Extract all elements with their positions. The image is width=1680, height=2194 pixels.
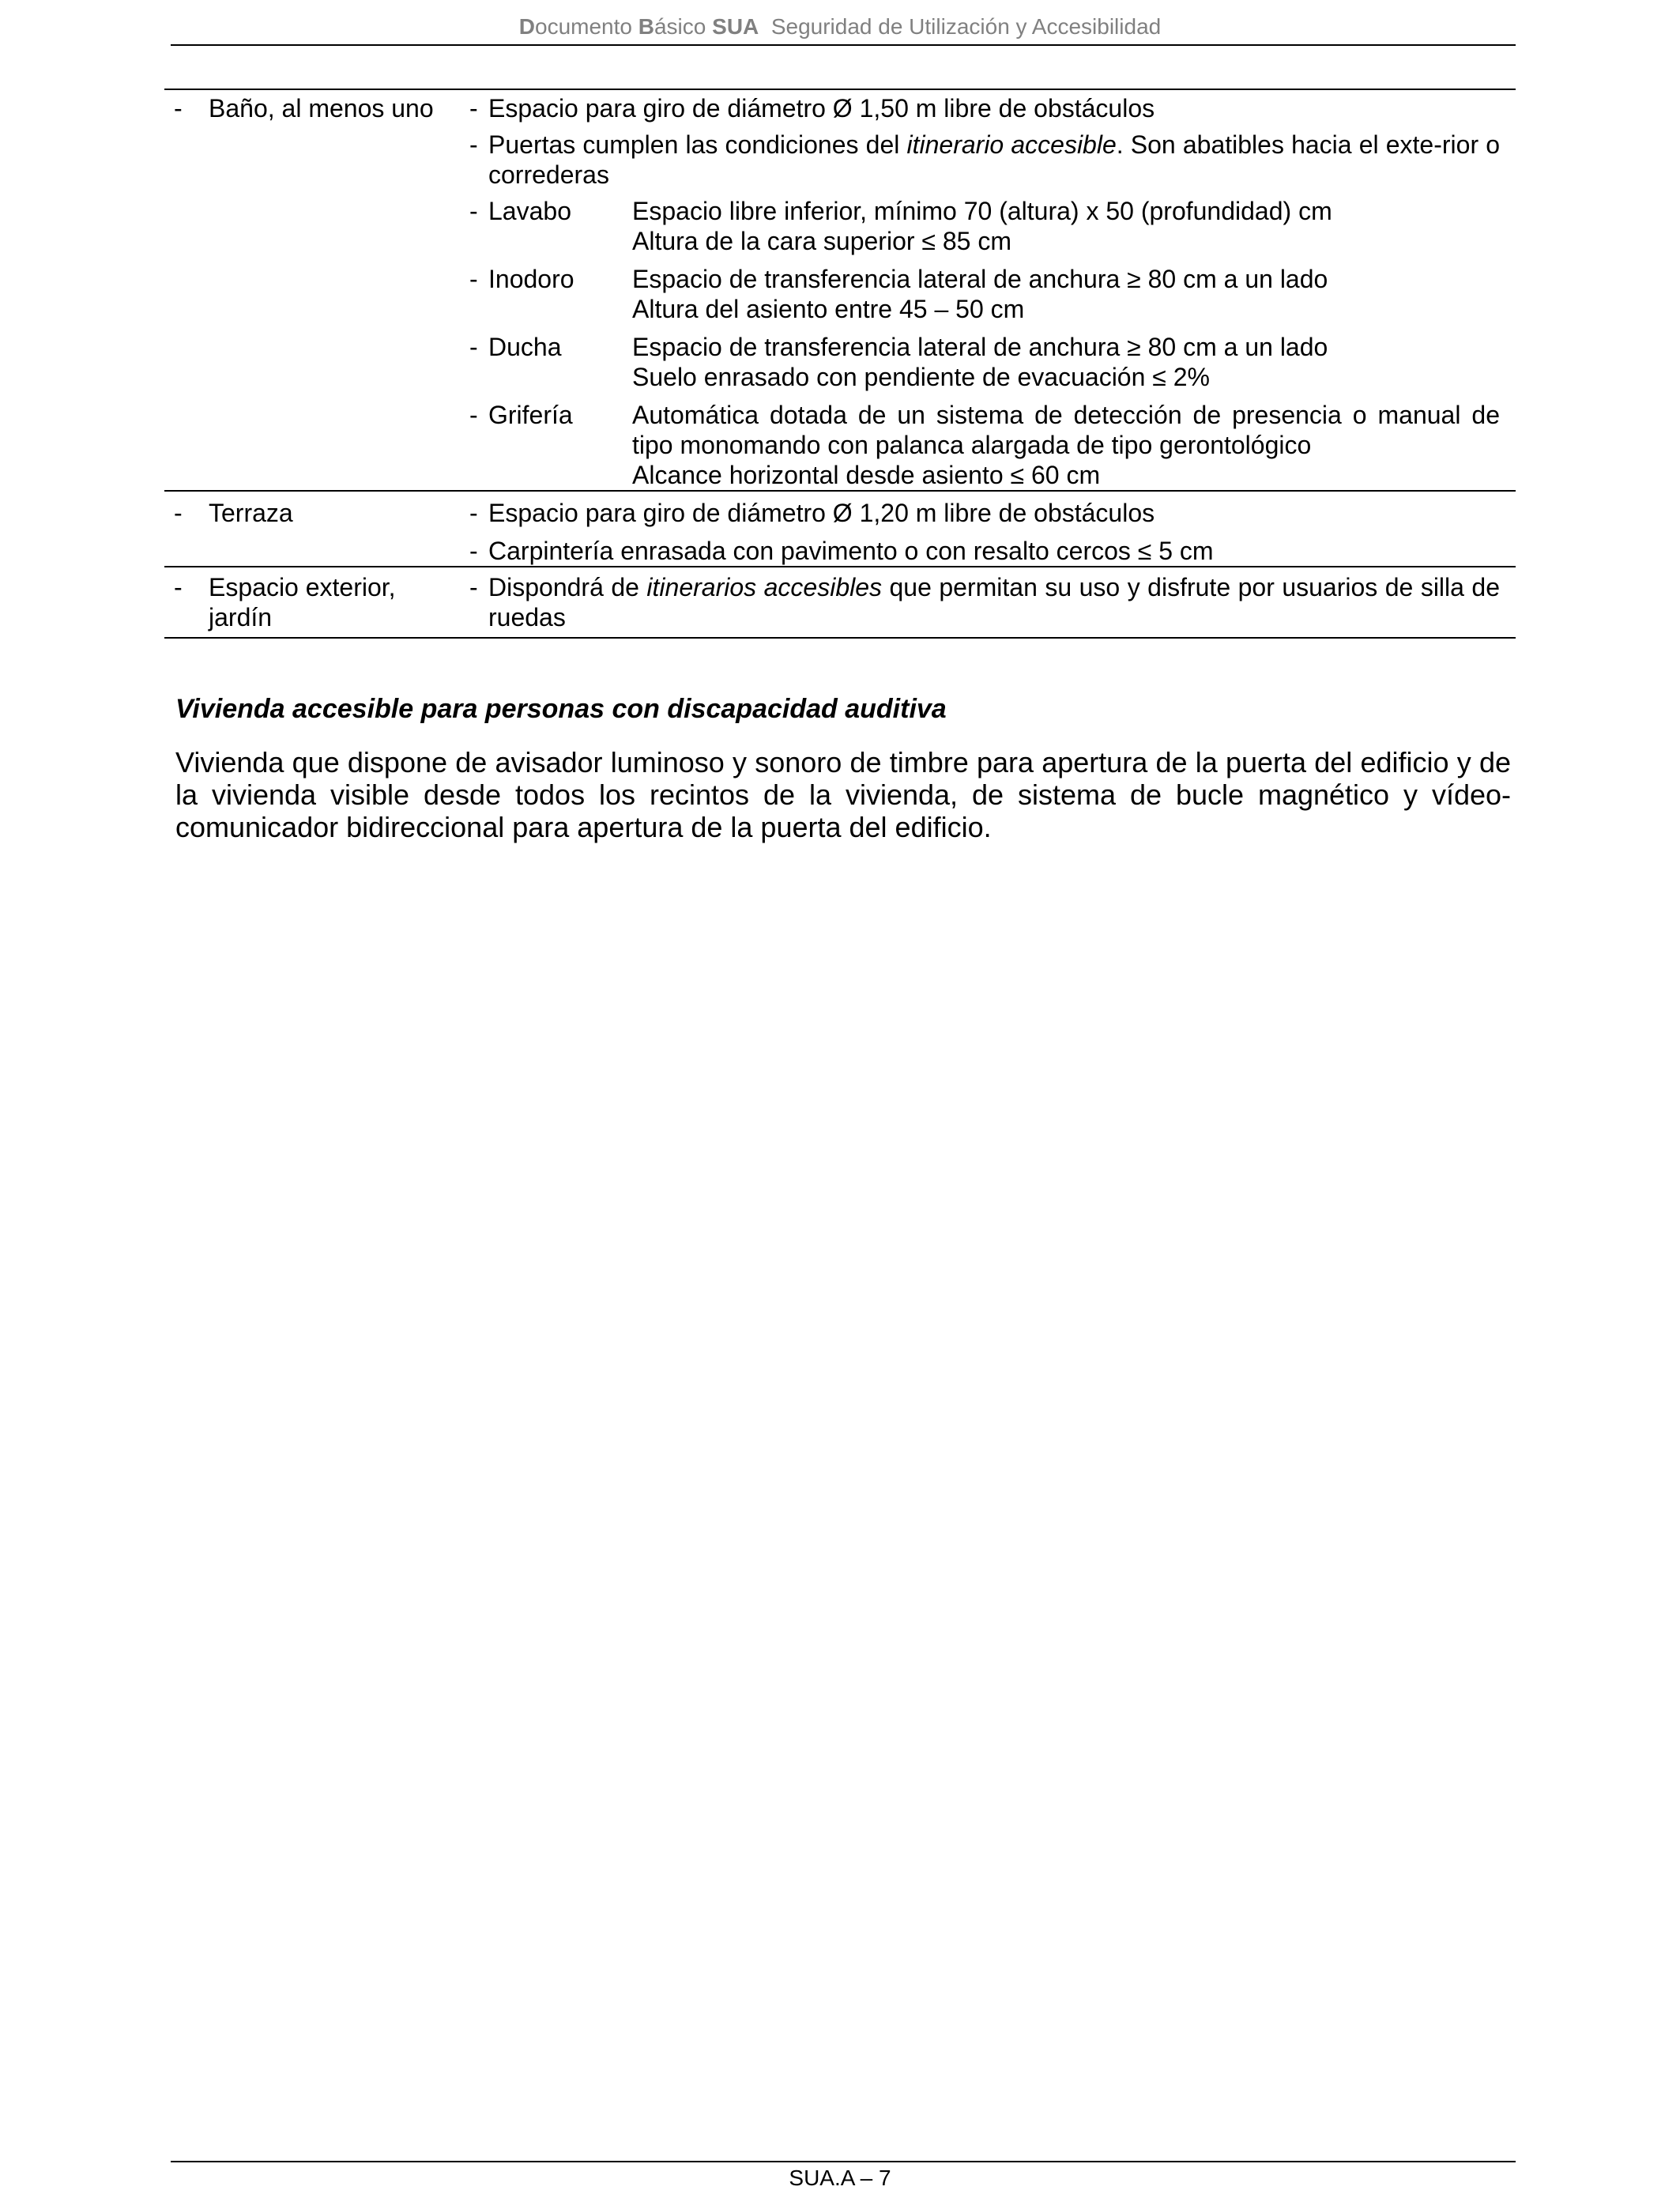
bullet-dash: - (469, 265, 478, 293)
bullet-dash: - (469, 537, 478, 565)
row-dash: - (174, 499, 183, 527)
bullet-dash: - (469, 401, 478, 429)
text-run: . Son abatibles hacia el exte-rior o correderas (488, 130, 1501, 189)
bullet-dash: - (469, 94, 478, 123)
table-row-espacio-exterior (164, 567, 1516, 639)
fixture-item (469, 196, 1500, 256)
fixture-label: Inodoro (488, 265, 574, 293)
requirement-item (469, 498, 1500, 528)
fixture-item (469, 400, 1500, 490)
bullet-dash: - (469, 197, 478, 225)
page-number: SUA.A – 7 (789, 2166, 891, 2190)
header-text: Seguridad de Utilización y Accesibilidad (759, 14, 1162, 39)
text-run: que permitan su uso y disfrute por usuarios de silla de ruedas (488, 573, 1501, 631)
requirements-cell (469, 572, 1516, 632)
requirement-text: Carpintería enrasada con pavimento o con resalto cercos ≤ 5 cm (488, 537, 1214, 565)
requirement-text (488, 130, 1500, 190)
fixture-item (469, 264, 1500, 324)
requirement-text: Espacio para giro de diámetro Ø 1,20 m libre de obstáculos (488, 499, 1155, 527)
fixture-body (632, 400, 1500, 490)
fixture-line (488, 264, 1500, 324)
italic-term: itinerario accesible (906, 130, 1117, 159)
fixture-line-2: Alcance horizontal desde asiento ≤ 60 cm (632, 461, 1101, 489)
fixture-body (632, 196, 1500, 256)
table-row-bano (164, 89, 1516, 492)
fixture-line-2: Suelo enrasado con pendiente de evacuación ≤ 2% (632, 363, 1210, 391)
bullet-dash: - (469, 499, 478, 527)
text-run: Puertas cumplen las condiciones del (488, 130, 907, 159)
requirement-item (469, 130, 1500, 190)
fixture-line-2: Altura del asiento entre 45 – 50 cm (632, 295, 1025, 323)
fixture-item (469, 332, 1500, 392)
requirements-cell (469, 498, 1516, 566)
bullet-dash: - (469, 130, 478, 159)
requirement-text (488, 572, 1500, 632)
fixture-line (488, 332, 1500, 392)
header-text: SUA (712, 14, 759, 39)
running-header (0, 14, 1680, 40)
space-name: Espacio exterior, jardín (209, 573, 396, 631)
row-dash: - (174, 94, 183, 123)
requirement-item (469, 536, 1500, 566)
row-dash: - (174, 573, 183, 601)
requirement-item (469, 572, 1500, 632)
fixture-label: Lavabo (488, 197, 571, 225)
header-text: ocumento (535, 14, 638, 39)
footer-rule (171, 2161, 1516, 2162)
fixture-body (632, 332, 1500, 392)
section-heading: Vivienda accesible para personas con discapacidad auditiva (175, 694, 947, 724)
fixture-label: Grifería (488, 401, 573, 429)
table-row-terraza (164, 492, 1516, 567)
fixture-line-2: Altura de la cara superior ≤ 85 cm (632, 227, 1011, 255)
requirements-cell (469, 93, 1516, 490)
fixture-line-1: Automática dotada de un sistema de detección de presencia o manual de tipo monomando con palanca alargada de tipo gerontológico (632, 401, 1500, 459)
fixture-line (488, 400, 1500, 490)
fixture-line-1: Espacio de transferencia lateral de anchura ≥ 80 cm a un lado (632, 265, 1328, 293)
text-run: Dispondrá de (488, 573, 647, 601)
header-text: D (518, 14, 535, 39)
fixture-line (488, 196, 1500, 256)
header-text: B (638, 14, 654, 39)
space-name: Baño, al menos uno (209, 94, 434, 123)
requirements-table (164, 89, 1516, 639)
bullet-dash: - (469, 573, 478, 601)
fixture-label: Ducha (488, 333, 562, 361)
requirement-text: Espacio para giro de diámetro Ø 1,50 m libre de obstáculos (488, 94, 1155, 123)
section-paragraph: Vivienda que dispone de avisador luminoso y sonoro de timbre para apertura de la puerta del edificio y de la vivienda visible desde todos los recintos de la vivienda, de sistema de bucle magnético y vídeo-comunicador bidireccional para apertura de la puerta del edificio. (175, 746, 1511, 843)
italic-term: itinerarios accesibles (646, 573, 883, 601)
bullet-dash: - (469, 333, 478, 361)
fixture-line-1: Espacio libre inferior, mínimo 70 (altura) x 50 (profundidad) cm (632, 197, 1332, 225)
fixture-line-1: Espacio de transferencia lateral de anchura ≥ 80 cm a un lado (632, 333, 1328, 361)
header-text: ásico (654, 14, 713, 39)
space-name: Terraza (209, 499, 293, 527)
requirement-item (469, 93, 1500, 123)
header-rule (171, 44, 1516, 46)
fixture-body (632, 264, 1500, 324)
